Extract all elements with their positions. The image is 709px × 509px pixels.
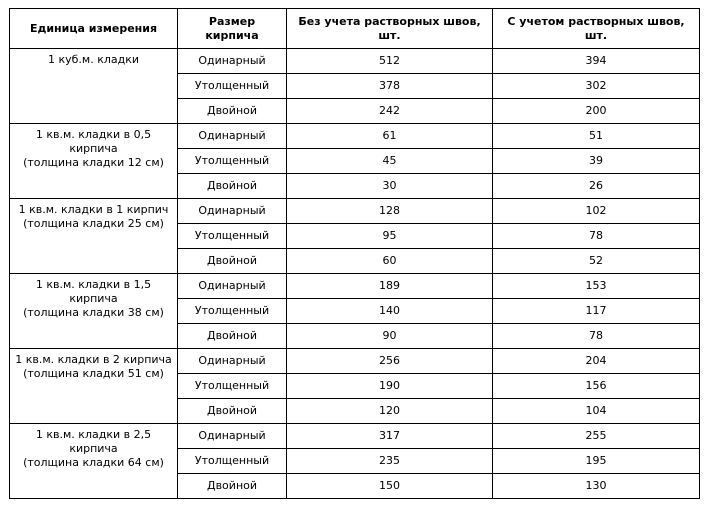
without-joints-cell: 30 [287, 174, 493, 199]
brick-size-cell: Двойной [178, 249, 287, 274]
without-joints-cell: 60 [287, 249, 493, 274]
with-joints-cell: 153 [493, 274, 700, 299]
header-brick-size: Размер кирпича [178, 9, 287, 49]
with-joints-cell: 204 [493, 349, 700, 374]
unit-cell: 1 куб.м. кладки [10, 49, 178, 124]
with-joints-cell: 78 [493, 224, 700, 249]
table-row [10, 49, 700, 74]
without-joints-cell: 242 [287, 99, 493, 124]
without-joints-cell: 90 [287, 324, 493, 349]
brick-size-cell: Утолщенный [178, 74, 287, 99]
table-body [10, 49, 700, 499]
with-joints-cell: 52 [493, 249, 700, 274]
brick-size-cell: Одинарный [178, 124, 287, 149]
brick-size-cell: Двойной [178, 474, 287, 499]
with-joints-cell: 78 [493, 324, 700, 349]
brick-size-cell: Одинарный [178, 274, 287, 299]
brick-size-cell: Утолщенный [178, 299, 287, 324]
with-joints-cell: 156 [493, 374, 700, 399]
table-row [10, 124, 700, 149]
header-without-joints: Без учета растворных швов, шт. [287, 9, 493, 49]
brick-count-table [9, 8, 700, 499]
brick-size-cell: Двойной [178, 399, 287, 424]
without-joints-cell: 317 [287, 424, 493, 449]
with-joints-cell: 302 [493, 74, 700, 99]
unit-cell: 1 кв.м. кладки в 2,5 кирпича (толщина кладки 64 см) [10, 424, 178, 499]
with-joints-cell: 130 [493, 474, 700, 499]
with-joints-cell: 39 [493, 149, 700, 174]
with-joints-cell: 195 [493, 449, 700, 474]
with-joints-cell: 104 [493, 399, 700, 424]
without-joints-cell: 256 [287, 349, 493, 374]
brick-size-cell: Двойной [178, 174, 287, 199]
without-joints-cell: 140 [287, 299, 493, 324]
unit-cell: 1 кв.м. кладки в 0,5 кирпича (толщина кладки 12 см) [10, 124, 178, 199]
with-joints-cell: 102 [493, 199, 700, 224]
without-joints-cell: 128 [287, 199, 493, 224]
brick-size-cell: Утолщенный [178, 224, 287, 249]
without-joints-cell: 512 [287, 49, 493, 74]
brick-size-cell: Одинарный [178, 49, 287, 74]
brick-size-cell: Утолщенный [178, 374, 287, 399]
with-joints-cell: 255 [493, 424, 700, 449]
without-joints-cell: 150 [287, 474, 493, 499]
header-with-joints: С учетом растворных швов, шт. [493, 9, 700, 49]
table-row [10, 274, 700, 299]
header-unit: Единица измерения [10, 9, 178, 49]
without-joints-cell: 378 [287, 74, 493, 99]
brick-size-cell: Утолщенный [178, 149, 287, 174]
unit-cell: 1 кв.м. кладки в 1,5 кирпича (толщина кладки 38 см) [10, 274, 178, 349]
brick-size-cell: Утолщенный [178, 449, 287, 474]
unit-cell: 1 кв.м. кладки в 1 кирпич (толщина кладки 25 см) [10, 199, 178, 274]
table-row [10, 424, 700, 449]
brick-size-cell: Одинарный [178, 349, 287, 374]
with-joints-cell: 200 [493, 99, 700, 124]
with-joints-cell: 51 [493, 124, 700, 149]
table-row [10, 199, 700, 224]
without-joints-cell: 95 [287, 224, 493, 249]
brick-size-cell: Одинарный [178, 424, 287, 449]
with-joints-cell: 117 [493, 299, 700, 324]
header-row [10, 9, 700, 49]
without-joints-cell: 45 [287, 149, 493, 174]
brick-size-cell: Одинарный [178, 199, 287, 224]
without-joints-cell: 61 [287, 124, 493, 149]
with-joints-cell: 394 [493, 49, 700, 74]
without-joints-cell: 189 [287, 274, 493, 299]
brick-size-cell: Двойной [178, 324, 287, 349]
table-row [10, 349, 700, 374]
without-joints-cell: 190 [287, 374, 493, 399]
with-joints-cell: 26 [493, 174, 700, 199]
brick-size-cell: Двойной [178, 99, 287, 124]
unit-cell: 1 кв.м. кладки в 2 кирпича (толщина кладки 51 см) [10, 349, 178, 424]
table-header [10, 9, 700, 49]
without-joints-cell: 120 [287, 399, 493, 424]
without-joints-cell: 235 [287, 449, 493, 474]
